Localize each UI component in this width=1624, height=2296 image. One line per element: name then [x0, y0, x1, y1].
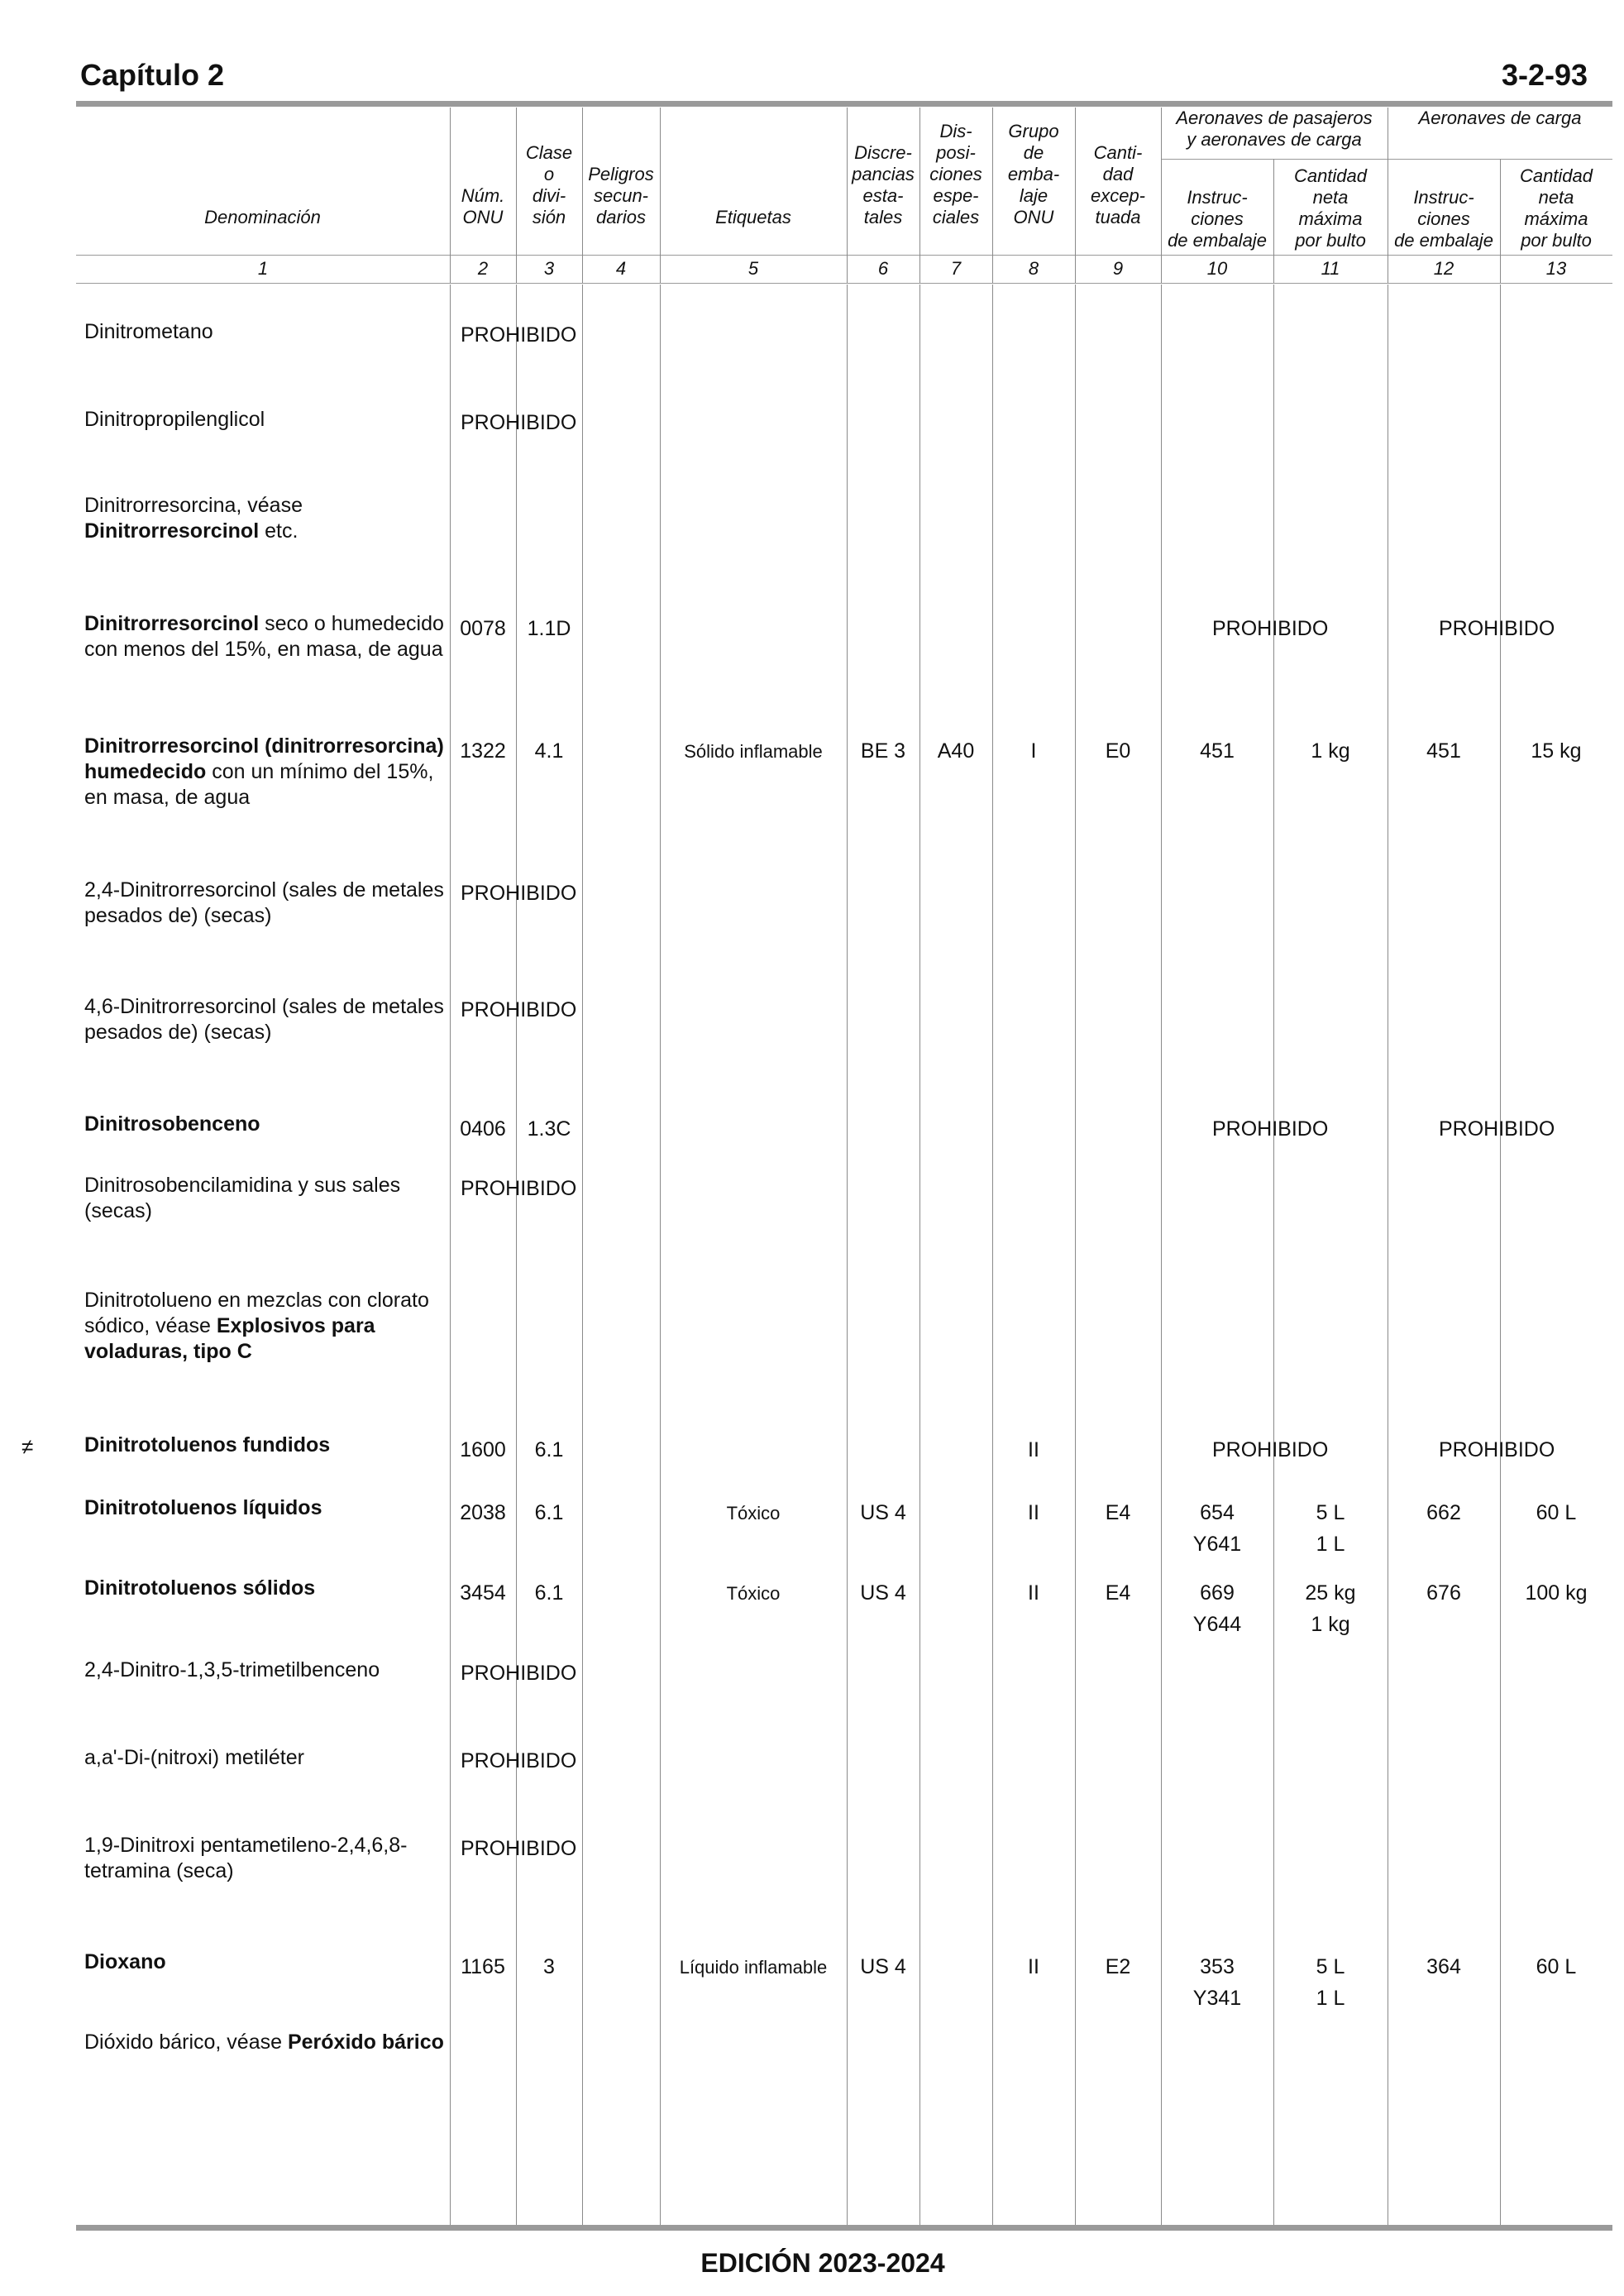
column-number: 13 [1545, 258, 1567, 279]
row-cargo-quantity: 60 L [1536, 1501, 1577, 1524]
row-cargo-instruction: 662 [1426, 1501, 1461, 1524]
row-denomination: Dinitrosobencilamidina y sus sales (secas) [84, 1174, 401, 1222]
row-denomination: Dinitrosobenceno [84, 1112, 260, 1136]
row-denomination: Dinitrotoluenos sólidos [84, 1576, 316, 1600]
row-passenger-instruction: 654 [1200, 1501, 1235, 1524]
row-onu-number: 2038 [460, 1501, 506, 1524]
row-class: 3 [543, 1955, 555, 1978]
row-onu-number: 1322 [460, 739, 506, 763]
header-col-divider [1500, 159, 1501, 283]
prohibido-passenger: PROHIBIDO [1212, 617, 1329, 640]
row-excepted-quantity: E4 [1105, 1501, 1131, 1524]
row-denomination: Dinitrotolueno en mezclas con clorato sódico, véase Explosivos para voladuras, tipo C [84, 1289, 429, 1363]
footer-rule [76, 2225, 1612, 2231]
header-col-divider [660, 108, 661, 283]
row-denomination: 2,4-Dinitrorresorcinol (sales de metales pesados de) (secas) [84, 878, 444, 927]
row-passenger-instruction: Y644 [1192, 1613, 1242, 1636]
col-grupo-header: Grupo de emba- laje ONU [1007, 121, 1060, 227]
header-col-divider [1075, 108, 1076, 283]
row-denomination: Dinitrometano [84, 320, 213, 343]
prohibido-label: PROHIBIDO [461, 411, 577, 434]
column-number: 3 [543, 258, 555, 279]
row-label: Líquido inflamable [679, 1957, 828, 1978]
body-col-divider [992, 285, 993, 2225]
row-denomination: 2,4-Dinitro-1,3,5-trimetilbenceno [84, 1658, 380, 1681]
column-number: 7 [950, 258, 962, 279]
row-denomination: 4,6-Dinitrorresorcinol (sales de metales pesados de) (secas) [84, 995, 444, 1044]
col-pasajeros-cantidad-header: Cantidad neta máxima por bulto [1293, 165, 1368, 251]
col-carga-cantidad-header: Cantidad neta máxima por bulto [1519, 165, 1593, 251]
body-col-divider [919, 285, 920, 2225]
row-denomination: Dinitrotoluenos fundidos [84, 1433, 331, 1457]
prohibido-cargo: PROHIBIDO [1439, 1438, 1555, 1461]
header-col-divider [516, 108, 517, 283]
row-passenger-instruction: 353 [1200, 1955, 1235, 1978]
header-col-divider [450, 108, 451, 283]
row-cargo-quantity: 15 kg [1531, 739, 1582, 763]
pasajeros-group-header: Aeronaves de pasajeros y aeronaves de carga [1176, 108, 1373, 150]
column-number: 1 [257, 258, 269, 279]
row-onu-number: 1600 [460, 1438, 506, 1461]
row-packing-group: II [1028, 1501, 1039, 1524]
prohibido-passenger: PROHIBIDO [1212, 1117, 1329, 1141]
row-label: Tóxico [726, 1583, 781, 1604]
column-number: 6 [877, 258, 889, 279]
aircraft-group-divider [1161, 159, 1612, 160]
body-col-divider [582, 285, 583, 2225]
col-pasajeros-instrucciones-header: Instruc- ciones de embalaje [1168, 187, 1267, 251]
header-col-divider [1273, 159, 1274, 283]
row-packing-group: II [1028, 1581, 1039, 1605]
col-cantidad-exceptuada-header: Canti- dad excep- tuada [1090, 142, 1146, 227]
column-number: 8 [1028, 258, 1039, 279]
col-clase-header: Clase o divi- sión [525, 142, 573, 227]
column-number: 2 [477, 258, 489, 279]
header-col-divider [847, 108, 848, 283]
header-col-divider [919, 108, 920, 283]
body-col-divider [1161, 285, 1162, 2225]
col-onu-header: Núm. ONU [461, 185, 505, 227]
carga-group-header: Aeronaves de carga [1418, 108, 1582, 128]
row-discrepancy: US 4 [860, 1581, 906, 1605]
prohibido-passenger: PROHIBIDO [1212, 1438, 1329, 1461]
row-cargo-quantity: 100 kg [1525, 1581, 1588, 1605]
row-denomination: Dinitrorresorcinol (dinitrorresorcina) humedecido con un mínimo del 15%, en masa, de agua [84, 734, 444, 809]
header-col-divider [992, 108, 993, 283]
row-class: 6.1 [534, 1501, 564, 1524]
col-disposiciones-header: Dis- posi- ciones espe- ciales [929, 121, 982, 227]
row-passenger-quantity: 1 kg [1311, 1613, 1350, 1636]
body-col-divider [516, 285, 517, 2225]
prohibido-label: PROHIBIDO [461, 323, 577, 347]
row-passenger-quantity: 5 L [1316, 1501, 1345, 1524]
body-col-divider [1500, 285, 1501, 2225]
row-cargo-instruction: 676 [1426, 1581, 1461, 1605]
row-change-marker: ≠ [21, 1434, 34, 1459]
prohibido-label: PROHIBIDO [461, 1749, 577, 1772]
prohibido-label: PROHIBIDO [461, 998, 577, 1021]
row-denomination: Dinitrorresorcinol seco o humedecido con menos del 15%, en masa, de agua [84, 612, 444, 661]
row-passenger-instruction: Y341 [1192, 1987, 1242, 2010]
column-number: 9 [1112, 258, 1124, 279]
row-packing-group: I [1030, 739, 1037, 763]
row-passenger-quantity: 1 L [1316, 1533, 1345, 1556]
row-excepted-quantity: E0 [1105, 739, 1131, 763]
col-carga-instrucciones-header: Instruc- ciones de embalaje [1394, 187, 1493, 251]
row-special-provision: A40 [937, 739, 975, 763]
prohibido-cargo: PROHIBIDO [1439, 1117, 1555, 1141]
row-excepted-quantity: E4 [1105, 1581, 1131, 1605]
row-packing-group: II [1028, 1955, 1039, 1978]
body-col-divider [847, 285, 848, 2225]
row-onu-number: 1165 [461, 1955, 505, 1978]
row-discrepancy: BE 3 [860, 739, 906, 763]
edition-footer: EDICIÓN 2023-2024 [700, 2248, 945, 2278]
prohibido-label: PROHIBIDO [461, 1837, 577, 1860]
row-class: 1.3C [527, 1117, 571, 1141]
col-peligros-header: Peligros secun- darios [588, 164, 654, 227]
header-bottom-line [76, 283, 1612, 284]
row-packing-group: II [1028, 1438, 1039, 1461]
row-passenger-instruction: 451 [1200, 739, 1235, 763]
row-denomination: 1,9-Dinitroxi pentametileno-2,4,6,8-tetramina (seca) [84, 1834, 408, 1882]
col-discrepancias-header: Discre- pancias esta- tales [852, 142, 915, 227]
header-rule [76, 101, 1612, 107]
row-label: Sólido inflamable [684, 741, 823, 762]
row-denomination: Dióxido bárico, véase Peróxido bárico [84, 2031, 444, 2054]
col-denominacion-header: Denominación [204, 207, 321, 227]
row-cargo-instruction: 451 [1426, 739, 1461, 763]
body-col-divider [1075, 285, 1076, 2225]
row-passenger-quantity: 25 kg [1305, 1581, 1356, 1605]
row-onu-number: 0406 [460, 1117, 506, 1141]
chapter-title: Capítulo 2 [80, 58, 225, 92]
row-cargo-quantity: 60 L [1536, 1955, 1577, 1978]
body-col-divider [450, 285, 451, 2225]
prohibido-label: PROHIBIDO [461, 882, 577, 905]
row-onu-number: 3454 [460, 1581, 506, 1605]
row-class: 4.1 [534, 739, 564, 763]
row-excepted-quantity: E2 [1105, 1955, 1131, 1978]
row-denomination: a,a'-Di-(nitroxi) metiléter [84, 1746, 304, 1769]
column-number: 11 [1321, 258, 1340, 279]
column-number: 12 [1433, 258, 1454, 279]
row-class: 6.1 [534, 1581, 564, 1605]
prohibido-cargo: PROHIBIDO [1439, 617, 1555, 640]
row-passenger-quantity: 1 kg [1311, 739, 1350, 763]
row-passenger-quantity: 1 L [1316, 1987, 1345, 2010]
row-class: 1.1D [527, 617, 571, 640]
row-denomination: Dinitrorresorcina, véase Dinitrorresorcinol etc. [84, 494, 303, 543]
row-passenger-instruction: 669 [1200, 1581, 1235, 1605]
column-number: 10 [1206, 258, 1228, 279]
row-passenger-quantity: 5 L [1316, 1955, 1345, 1978]
row-passenger-instruction: Y641 [1192, 1533, 1242, 1556]
page-number: 3-2-93 [1501, 58, 1588, 92]
row-cargo-instruction: 364 [1426, 1955, 1461, 1978]
row-onu-number: 0078 [460, 617, 506, 640]
col-etiquetas-header: Etiquetas [715, 207, 791, 227]
column-number: 4 [615, 258, 627, 279]
row-denomination: Dioxano [84, 1950, 166, 1973]
row-class: 6.1 [534, 1438, 564, 1461]
column-number: 5 [748, 258, 759, 279]
row-discrepancy: US 4 [860, 1501, 906, 1524]
header-col-divider [1161, 108, 1162, 283]
body-col-divider [1273, 285, 1274, 2225]
row-discrepancy: US 4 [860, 1955, 906, 1978]
body-col-divider [660, 285, 661, 2225]
header-col-divider [582, 108, 583, 283]
row-label: Tóxico [726, 1503, 781, 1523]
prohibido-label: PROHIBIDO [461, 1662, 577, 1685]
prohibido-label: PROHIBIDO [461, 1177, 577, 1200]
row-denomination: Dinitrotoluenos líquidos [84, 1496, 322, 1519]
row-denomination: Dinitropropilenglicol [84, 408, 265, 431]
header-divider [76, 255, 1612, 256]
